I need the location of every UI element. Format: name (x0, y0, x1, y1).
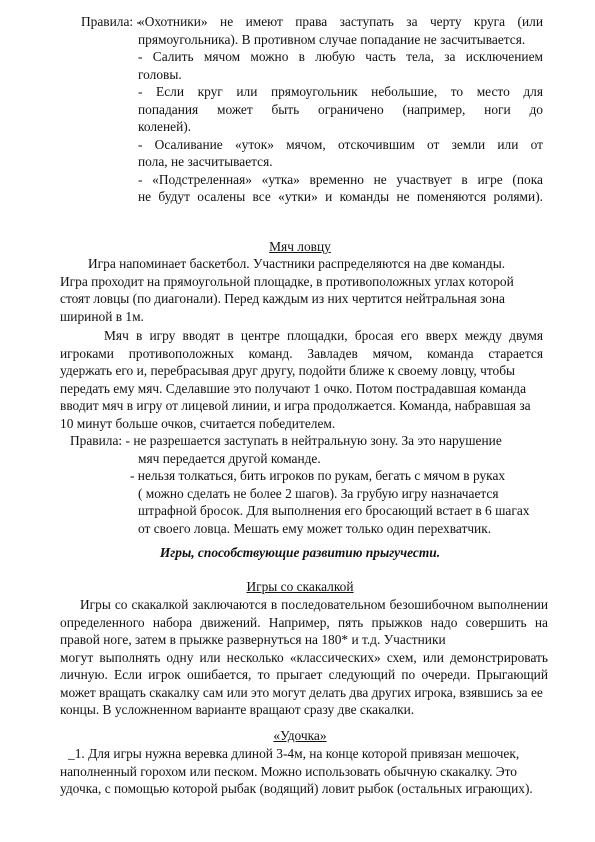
rules-lead: Правила: - (81, 14, 141, 29)
rules-catcher (70, 432, 540, 450)
paragraph-line: игроками противоположных команд. Завладев мячом, команда старается (60, 345, 543, 361)
paragraph-line: Игра проходит на прямоугольной площадке, в противоположных углах которой (60, 273, 514, 289)
paragraph-fishing-rod (60, 745, 548, 798)
paragraph-line: Игры со скакалкой заключаются в последовательном безошибочном выполнении (80, 597, 548, 612)
rules-line: прямоугольника). В противном случае попадание не засчитывается. (138, 31, 526, 47)
rules-first-line: не разрешается заступать в нейтральную зону. За это нарушение (133, 433, 502, 448)
rules-line: головы. (138, 66, 182, 82)
paragraph-line: стоят ловцы (по диагонали). Перед каждым из них чертится нейтральная зона (60, 291, 505, 306)
rules-line: - Если круг или прямоугольник небольшие, то место для (138, 84, 543, 99)
paragraph-line: могут выполнять одну или несколько «классических» схем, или демонстрировать (60, 649, 548, 665)
section-heading-text: Игры, способствующие развитию прыгучести. (159, 545, 441, 560)
paragraph-line: шириной в 1м. (60, 308, 144, 324)
game-title: «Удочка» (273, 728, 327, 743)
rules-line: - нельзя толкаться, бить игроков по рукам, бегать с мячом в руках (130, 468, 506, 483)
paragraph-line: правой ноге, затем в прыжке развернуться на 180* и т.д. Участники (60, 632, 446, 647)
game-title: Мяч ловцу (269, 239, 331, 254)
rules-line: не будут осалены все «утки» и команды не поменяются ролями). (138, 189, 543, 204)
rules-line: пола, не засчитывается. (138, 154, 273, 169)
paragraph-line: удочка, с помощью которой рыбак (водящий) ловит рыбок (остальных играющих). (60, 781, 533, 796)
paragraph-line: личную. Если игрок ошибается, то прыгает следующий по очереди. Прыгающий (60, 667, 548, 682)
game-title-fishing-rod (60, 727, 540, 745)
paragraph-rope (60, 596, 548, 719)
paragraph-line: определенного набора движений. Например, пять прыжков надо совершить на (60, 614, 548, 630)
paragraph-line: удержать его и, перебрасывая друг другу, подойти ближе к своему ловцу, чтобы (60, 363, 516, 378)
paragraph-catcher-2 (60, 327, 543, 432)
game-title-catcher (60, 238, 540, 256)
rules-label-1 (81, 13, 141, 31)
rules-line: от своего ловца. Мешать ему может только один перехватчик. (138, 520, 492, 536)
section-heading (60, 544, 540, 562)
rules-lead: Правила: - (70, 433, 130, 448)
rules-line: «Охотники» не имеют права заступать за черту круга (или (138, 14, 543, 29)
rules-line: штрафной бросок. Для выполнения его бросающий встает в 6 шагах (138, 503, 530, 518)
paragraph-line: Мяч в игру вводят в центре площадки, бросая его вверх между двумя (104, 328, 543, 343)
rules-line (70, 432, 540, 450)
paragraph-line: _1. Для игры нужна веревка длиной 3-4м, на конце которой привязан мешочек, (68, 746, 520, 761)
rules-line: - «Подстреленная» «утка» временно не участвует в игре (пока (138, 171, 543, 187)
paragraph-line: вводит мяч в игру от лицевой линии, и игра продолжается. Команда, набравшая за (60, 398, 531, 413)
paragraph-line: наполненный горохом или песком. Можно использовать обычную скакалку. Это (60, 763, 517, 779)
rules-line: - Салить мячом можно в любую часть тела, за исключением (138, 49, 543, 64)
paragraph-line: передать ему мяч. Сделавшие это получают 1 очко. Потом пострадавшая команда (60, 380, 527, 396)
rules-catcher-list (130, 450, 550, 538)
paragraph-line: Игра напоминает баскетбол. Участники распределяются на две команды. (88, 256, 506, 271)
rules-line: попадания может быть ограничено (например, ноги до (138, 101, 543, 117)
rules-line: - Осаливание «уток» мячом, отскочившим от земли или от (138, 136, 543, 152)
rules-line: ( можно сделать не более 2 шагов). За грубую игру назначается (138, 485, 499, 501)
game-title-rope (60, 578, 540, 596)
paragraph-line: может вращать скакалку сам или это могут делать два других игрока, взявшись за ее (60, 684, 543, 700)
rules-line: коленей). (138, 119, 192, 134)
paragraph-catcher-1 (60, 255, 543, 325)
paragraph-line: 10 минут больше очков, считается победителем. (60, 415, 336, 431)
paragraph-line: концы. В усложненном варианте вращают сразу две скакалки. (60, 702, 415, 717)
game-title: Игры со скакалкой (246, 579, 354, 594)
rules-line: мяч передается другой команде. (138, 450, 321, 466)
rules-list-1 (138, 13, 543, 206)
